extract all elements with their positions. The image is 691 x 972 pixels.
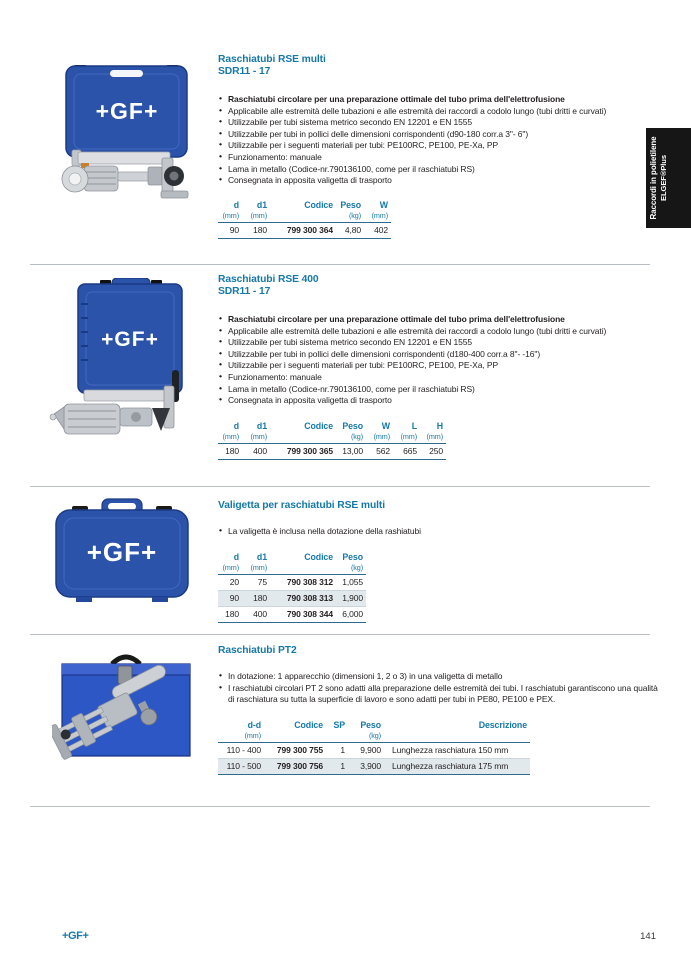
feature-list	[218, 526, 666, 538]
table-row: 180 400 799 300 365 13,00 562 665 250	[218, 443, 446, 459]
table-row: 180 400 790 308 344 6,000	[218, 606, 366, 622]
table-row: 20 75 790 308 312 1,055	[229, 576, 363, 587]
feature-item: • I raschiatubi circolari PT 2 sono adatti alla preparazione delle estremità dei tubi. I raschiatubi garantiscono una qualità di raschiatura su tutta la superficie di lavoro e sono adatti per tubi in PE80, PE100 e PEX.	[219, 681, 658, 705]
blue-case-scraper-illustration	[48, 278, 206, 446]
blue-case-illustration	[46, 497, 198, 609]
table-header-row: d d1 Codice Peso W	[233, 199, 388, 210]
feature-item: • Funzionamento: manuale	[219, 370, 322, 382]
product-title: Valigetta per raschiatubi RSE multi	[218, 500, 386, 511]
chapter-tab	[646, 128, 691, 228]
table-header-row: d-d Codice SP Peso Descrizione	[247, 719, 527, 730]
product-image-valigetta	[46, 497, 198, 614]
gf-logo-on-case: +GF+	[95, 98, 159, 124]
feature-item: • Consegnata in apposita valigetta di trasporto	[219, 394, 392, 406]
feature-item: • Utilizzabile per i seguenti materiali per tubi: PE100RC, PE100, PE-Xa, PP	[219, 139, 499, 151]
table-row: 90 180 790 308 313 1,900	[218, 590, 366, 606]
metal-box-scraper-illustration	[52, 648, 200, 768]
section-divider	[30, 486, 650, 487]
feature-item: • Raschiatubi circolare per una preparazione ottimale del tubo prima dell'elettrofusione	[219, 93, 565, 104]
table-row: 110 - 400 799 300 755 1 9,900 Lunghezza raschiatura 150 mm	[226, 744, 509, 755]
table-row: 90 180 799 300 364 4,80 402	[218, 222, 391, 238]
spec-table-pt2	[218, 720, 530, 775]
feature-item: • Applicabile alle estremità delle tubazioni e alle estremità dei raccordi a codolo lungo (tubi dritti e curvati)	[219, 104, 607, 116]
product-title: Raschiatubi RSE multi	[218, 54, 326, 65]
feature-item: • In dotazione: 1 apparecchio (dimensioni 1, 2 o 3) in una valigetta di metallo	[219, 670, 503, 681]
feature-item: • Lama in metallo (Codice-nr.790136100, come per il raschiatubi RS)	[219, 162, 475, 174]
spec-table-valigetta	[218, 552, 366, 623]
table-header-row: d d1 Codice Peso W L H	[233, 420, 443, 431]
feature-item: • Utilizzabile per tubi sistema metrico secondo EN 12201 e EN 1555	[219, 116, 473, 128]
feature-item: • Funzionamento: manuale	[219, 150, 322, 162]
chapter-tab-line1: Raccordi in polietilene	[648, 136, 658, 220]
table-units-row: (mm) (mm) (kg) (mm) (mm) (mm)	[218, 432, 446, 444]
feature-item: • Utilizzabile per tubi sistema metrico secondo EN 12201 e EN 1555	[219, 336, 473, 348]
section-divider	[30, 806, 650, 807]
feature-item: • La valigetta è inclusa nella dotazione della rashiatubi	[219, 525, 421, 536]
feature-item: • Consegnata in apposita valigetta di trasporto	[219, 174, 392, 186]
product-image-rse-400	[48, 278, 206, 451]
feature-item: • Applicabile alle estremità delle tubazioni e alle estremità dei raccordi a codolo lungo (tubi dritti e curvati)	[219, 324, 607, 336]
gf-logo-on-case: +GF+	[101, 328, 159, 351]
section-divider	[30, 634, 650, 635]
feature-list	[218, 671, 666, 706]
feature-list	[218, 314, 666, 407]
table-units-row: (mm) (mm) (kg) (mm)	[218, 211, 391, 223]
table-row: 110 - 500 799 300 756 1 3,900 Lunghezza raschiatura 175 mm	[218, 758, 530, 774]
table-header-row: d d1 Codice Peso	[233, 551, 363, 562]
product-image-rse-multi	[50, 60, 202, 215]
feature-item: • Utilizzabile per i seguenti materiali per tubi: PE100RC, PE100, PE-Xa, PP	[219, 359, 499, 371]
feature-list	[218, 94, 666, 187]
chapter-tab-line2: ELGEF®Plus	[658, 155, 667, 201]
product-image-pt2	[52, 648, 200, 773]
product-title: Raschiatubi RSE 400	[218, 274, 319, 285]
table-units-row: (mm) (mm) (kg)	[218, 563, 366, 575]
gf-footer-logo: +GF+	[62, 930, 89, 942]
feature-item: • Utilizzabile per tubi in pollici delle dimensioni corrispondenti (d90-180 corr.a 3"- 6")	[219, 127, 529, 139]
section-divider	[30, 264, 650, 265]
table-units-row: (mm) (kg)	[218, 731, 530, 743]
feature-item: • Utilizzabile per tubi in pollici delle dimensioni corrispondenti (d180-400 corr.a 8"- -16")	[219, 347, 541, 359]
blue-case-scraper-illustration	[50, 60, 202, 210]
feature-item: • Raschiatubi circolare per una preparazione ottimale del tubo prima dell'elettrofusione	[219, 313, 565, 324]
product-subtitle: SDR11 - 17	[218, 66, 271, 77]
product-title: Raschiatubi PT2	[218, 645, 297, 656]
spec-table-rse-multi	[218, 200, 391, 239]
spec-table-rse-400	[218, 421, 446, 460]
feature-item: • Lama in metallo (Codice-nr.790136100, come per il raschiatubi RS)	[219, 382, 475, 394]
page-number: 141	[640, 931, 656, 942]
gf-logo-on-case: +GF+	[86, 537, 158, 567]
product-subtitle: SDR11 - 17	[218, 286, 271, 297]
